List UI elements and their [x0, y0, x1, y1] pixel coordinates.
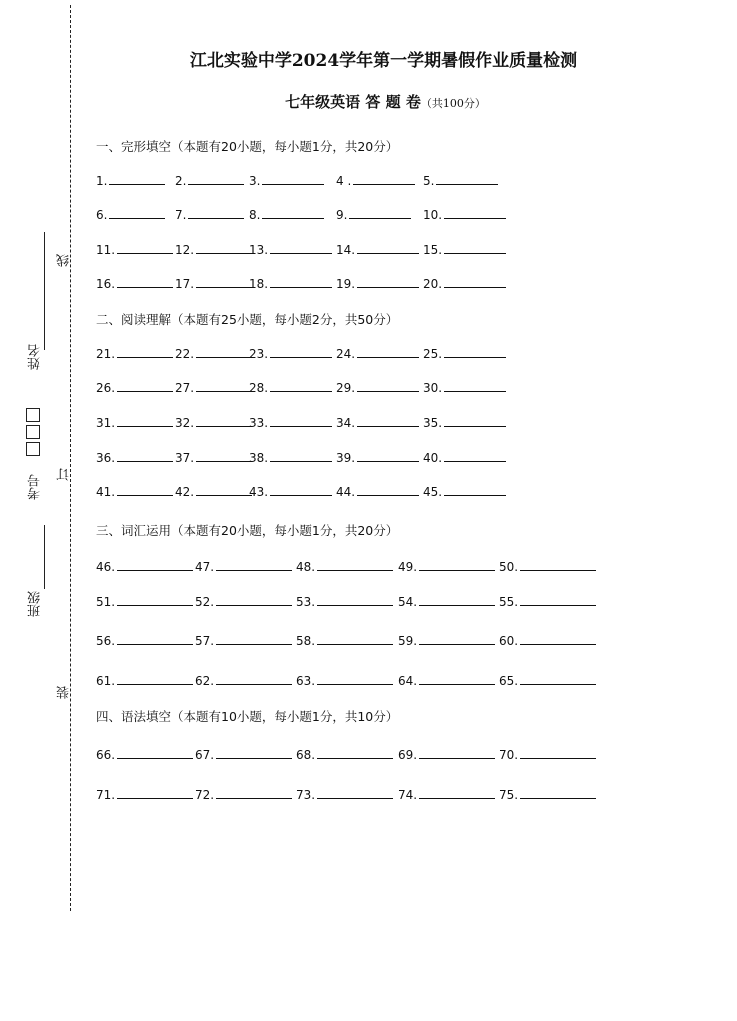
answer-blank[interactable]: [520, 594, 596, 606]
answer-blank[interactable]: [216, 673, 292, 685]
exam-number-box: [26, 442, 40, 456]
answer-item: [249, 207, 324, 222]
question-number: 65.: [499, 674, 519, 688]
question-number: 2.: [175, 174, 187, 188]
answer-blank[interactable]: [444, 450, 506, 462]
answer-blank[interactable]: [419, 594, 495, 606]
question-number: 9.: [336, 208, 348, 222]
question-number: 48.: [296, 560, 316, 574]
answer-item: [336, 484, 419, 499]
question-number: 52.: [195, 595, 215, 609]
answer-item: [96, 559, 193, 574]
question-number: 4 .: [336, 174, 352, 188]
section-heading-cloze: 一、完形填空（本题有20小题，每小题1分，共20分）: [96, 139, 399, 154]
exam-number-box: [26, 408, 40, 422]
answer-item: [499, 559, 596, 574]
question-number: 8.: [249, 208, 261, 222]
answer-blank[interactable]: [419, 787, 495, 799]
answer-blank[interactable]: [196, 380, 252, 392]
answer-blank[interactable]: [419, 633, 495, 645]
section-heading-reading: 二、阅读理解（本题有25小题，每小题2分，共50分）: [96, 312, 399, 327]
answer-blank[interactable]: [436, 173, 498, 185]
question-number: 49.: [398, 560, 418, 574]
question-number: 63.: [296, 674, 316, 688]
answer-blank[interactable]: [196, 484, 252, 496]
answer-blank[interactable]: [317, 633, 393, 645]
question-number: 7.: [175, 208, 187, 222]
answer-blank[interactable]: [357, 242, 419, 254]
question-number: 32.: [175, 416, 195, 430]
question-number: 26.: [96, 381, 116, 395]
answer-item: [96, 276, 173, 291]
answer-row: [96, 594, 616, 610]
question-number: 22.: [175, 347, 195, 361]
section-heading-vocabulary: 三、词汇运用（本题有20小题，每小题1分，共20分）: [96, 523, 399, 538]
answer-item: [336, 173, 415, 188]
exam-number-boxes: [26, 408, 41, 459]
answer-blank[interactable]: [109, 173, 165, 185]
answer-item: [249, 173, 324, 188]
question-number: 64.: [398, 674, 418, 688]
answer-item: [195, 673, 292, 688]
question-number: 38.: [249, 451, 269, 465]
answer-item: [249, 346, 332, 361]
answer-row: [96, 242, 616, 258]
question-number: 68.: [296, 748, 316, 762]
question-number: 20.: [423, 277, 443, 291]
question-number: 5.: [423, 174, 435, 188]
answer-blank[interactable]: [520, 747, 596, 759]
answer-blank[interactable]: [262, 173, 324, 185]
question-number: 43.: [249, 485, 269, 499]
answer-item: [175, 242, 252, 257]
answer-item: [499, 787, 596, 802]
question-number: 50.: [499, 560, 519, 574]
answer-item: [249, 484, 332, 499]
answer-item: [296, 747, 393, 762]
answer-blank[interactable]: [270, 484, 332, 496]
answer-blank[interactable]: [188, 173, 244, 185]
answer-item: [96, 346, 173, 361]
answer-blank[interactable]: [117, 346, 173, 358]
question-number: 73.: [296, 788, 316, 802]
answer-item: [175, 415, 252, 430]
answer-blank[interactable]: [270, 242, 332, 254]
answer-item: [195, 787, 292, 802]
answer-item: [336, 415, 419, 430]
answer-blank[interactable]: [444, 484, 506, 496]
answer-item: [195, 559, 292, 574]
name-label: 姓名: [28, 344, 43, 370]
answer-item: [296, 787, 393, 802]
answer-blank[interactable]: [317, 559, 393, 571]
question-number: 15.: [423, 243, 443, 257]
answer-item: [398, 747, 495, 762]
answer-blank[interactable]: [419, 559, 495, 571]
answer-item: [96, 415, 173, 430]
margin-ding-label: 订: [57, 468, 72, 481]
question-number: 75.: [499, 788, 519, 802]
answer-blank[interactable]: [196, 415, 252, 427]
question-number: 27.: [175, 381, 195, 395]
question-number: 44.: [336, 485, 356, 499]
answer-blank[interactable]: [419, 747, 495, 759]
answer-item: [336, 276, 419, 291]
answer-blank[interactable]: [216, 559, 292, 571]
answer-row: [96, 633, 616, 649]
answer-blank[interactable]: [196, 276, 252, 288]
answer-item: [249, 380, 332, 395]
binding-dashed-line: [70, 5, 71, 911]
answer-item: [336, 380, 419, 395]
question-number: 30.: [423, 381, 443, 395]
answer-item: [296, 559, 393, 574]
answer-blank[interactable]: [520, 633, 596, 645]
question-number: 35.: [423, 416, 443, 430]
answer-row: [96, 415, 616, 431]
answer-row: [96, 787, 616, 803]
answer-blank[interactable]: [444, 207, 506, 219]
answer-item: [249, 415, 332, 430]
answer-blank[interactable]: [117, 484, 173, 496]
answer-item: [175, 173, 244, 188]
question-number: 55.: [499, 595, 519, 609]
answer-blank[interactable]: [419, 673, 495, 685]
question-number: 37.: [175, 451, 195, 465]
answer-item: [96, 484, 173, 499]
answer-item: [499, 747, 596, 762]
question-number: 21.: [96, 347, 116, 361]
answer-item: [249, 242, 332, 257]
question-number: 16.: [96, 277, 116, 291]
answer-blank[interactable]: [117, 559, 193, 571]
answer-item: [423, 242, 506, 257]
answer-item: [175, 484, 252, 499]
answer-blank[interactable]: [357, 380, 419, 392]
answer-item: [296, 594, 393, 609]
question-number: 66.: [96, 748, 116, 762]
answer-row: [96, 673, 616, 689]
answer-row: [96, 450, 616, 466]
answer-item: [195, 633, 292, 648]
question-number: 60.: [499, 634, 519, 648]
question-number: 1.: [96, 174, 108, 188]
answer-blank[interactable]: [117, 673, 193, 685]
answer-item: [398, 787, 495, 802]
answer-item: [175, 207, 244, 222]
page-subtitle: [0, 91, 737, 112]
answer-item: [249, 276, 332, 291]
answer-blank[interactable]: [117, 594, 193, 606]
answer-item: [336, 346, 419, 361]
answer-item: [398, 559, 495, 574]
answer-blank[interactable]: [520, 787, 596, 799]
question-number: 62.: [195, 674, 215, 688]
answer-blank[interactable]: [444, 346, 506, 358]
answer-item: [336, 242, 419, 257]
question-number: 29.: [336, 381, 356, 395]
answer-item: [96, 207, 165, 222]
answer-blank[interactable]: [270, 276, 332, 288]
question-number: 23.: [249, 347, 269, 361]
answer-blank[interactable]: [196, 242, 252, 254]
answer-item: [175, 450, 252, 465]
question-number: 24.: [336, 347, 356, 361]
class-label: 班级: [28, 591, 43, 617]
question-number: 40.: [423, 451, 443, 465]
exam-number-label: 考号: [28, 474, 43, 500]
answer-blank[interactable]: [117, 747, 193, 759]
answer-blank[interactable]: [317, 594, 393, 606]
answer-blank[interactable]: [270, 415, 332, 427]
exam-number-box: [26, 425, 40, 439]
question-number: 14.: [336, 243, 356, 257]
answer-blank[interactable]: [196, 346, 252, 358]
question-number: 33.: [249, 416, 269, 430]
question-number: 36.: [96, 451, 116, 465]
question-number: 67.: [195, 748, 215, 762]
question-number: 46.: [96, 560, 116, 574]
question-number: 61.: [96, 674, 116, 688]
answer-blank[interactable]: [262, 207, 324, 219]
answer-item: [499, 673, 596, 688]
question-number: 41.: [96, 485, 116, 499]
question-number: 34.: [336, 416, 356, 430]
question-number: 13.: [249, 243, 269, 257]
class-underline: [44, 525, 45, 589]
answer-item: [296, 673, 393, 688]
answer-item: [96, 787, 193, 802]
answer-item: [96, 673, 193, 688]
answer-blank[interactable]: [216, 633, 292, 645]
answer-item: [398, 594, 495, 609]
name-underline: [44, 232, 45, 350]
answer-blank[interactable]: [117, 450, 173, 462]
answer-blank[interactable]: [317, 787, 393, 799]
answer-blank[interactable]: [117, 380, 173, 392]
question-number: 53.: [296, 595, 316, 609]
question-number: 3.: [249, 174, 261, 188]
answer-blank[interactable]: [216, 747, 292, 759]
answer-blank[interactable]: [317, 673, 393, 685]
answer-blank[interactable]: [270, 346, 332, 358]
answer-blank[interactable]: [117, 633, 193, 645]
answer-item: [398, 673, 495, 688]
answer-item: [96, 173, 165, 188]
answer-item: [336, 207, 411, 222]
answer-item: [423, 380, 506, 395]
answer-item: [296, 633, 393, 648]
answer-row: [96, 346, 616, 362]
answer-blank[interactable]: [349, 207, 411, 219]
question-number: 42.: [175, 485, 195, 499]
answer-item: [423, 415, 506, 430]
answer-row: [96, 276, 616, 292]
answer-item: [499, 594, 596, 609]
question-number: 18.: [249, 277, 269, 291]
answer-row: [96, 207, 616, 223]
answer-blank[interactable]: [444, 380, 506, 392]
answer-item: [96, 594, 193, 609]
margin-line-label: 线: [57, 254, 72, 267]
answer-blank[interactable]: [357, 346, 419, 358]
answer-blank[interactable]: [188, 207, 244, 219]
answer-row: [96, 559, 616, 575]
question-number: 39.: [336, 451, 356, 465]
answer-item: [175, 346, 252, 361]
section-heading-grammar: 四、语法填空（本题有10小题，每小题1分，共10分）: [96, 709, 399, 724]
question-number: 72.: [195, 788, 215, 802]
answer-item: [195, 594, 292, 609]
answer-item: [499, 633, 596, 648]
answer-item: [423, 173, 498, 188]
answer-row: [96, 380, 616, 396]
answer-item: [398, 633, 495, 648]
question-number: 74.: [398, 788, 418, 802]
answer-blank[interactable]: [117, 415, 173, 427]
answer-item: [96, 633, 193, 648]
question-number: 6.: [96, 208, 108, 222]
answer-blank[interactable]: [196, 450, 252, 462]
answer-item: [423, 207, 506, 222]
answer-item: [423, 484, 506, 499]
answer-blank[interactable]: [117, 276, 173, 288]
answer-blank[interactable]: [109, 207, 165, 219]
answer-blank[interactable]: [444, 242, 506, 254]
page-title: 江北实验中学2024学年第一学期暑假作业质量检测: [189, 51, 578, 71]
answer-blank[interactable]: [357, 415, 419, 427]
question-number: 56.: [96, 634, 116, 648]
question-number: 54.: [398, 595, 418, 609]
answer-row: [96, 173, 616, 189]
answer-blank[interactable]: [270, 450, 332, 462]
question-number: 25.: [423, 347, 443, 361]
answer-blank[interactable]: [520, 673, 596, 685]
answer-item: [96, 242, 173, 257]
answer-item: [249, 450, 332, 465]
answer-item: [423, 450, 506, 465]
question-number: 11.: [96, 243, 116, 257]
question-number: 58.: [296, 634, 316, 648]
answer-item: [195, 747, 292, 762]
answer-row: [96, 747, 616, 763]
question-number: 69.: [398, 748, 418, 762]
answer-blank[interactable]: [216, 787, 292, 799]
question-number: 45.: [423, 485, 443, 499]
question-number: 19.: [336, 277, 356, 291]
answer-blank[interactable]: [357, 276, 419, 288]
question-number: 17.: [175, 277, 195, 291]
question-number: 57.: [195, 634, 215, 648]
subtitle-note: （共100分）: [420, 97, 486, 110]
answer-blank[interactable]: [357, 484, 419, 496]
answer-item: [336, 450, 419, 465]
answer-row: [96, 484, 616, 500]
question-number: 28.: [249, 381, 269, 395]
answer-item: [96, 450, 173, 465]
margin-zhuang-label: 装: [57, 686, 72, 699]
answer-blank[interactable]: [117, 242, 173, 254]
answer-item: [175, 276, 252, 291]
answer-blank[interactable]: [357, 450, 419, 462]
question-number: 10.: [423, 208, 443, 222]
answer-item: [96, 380, 173, 395]
answer-item: [96, 747, 193, 762]
question-number: 31.: [96, 416, 116, 430]
answer-blank[interactable]: [353, 173, 415, 185]
answer-blank[interactable]: [270, 380, 332, 392]
question-number: 47.: [195, 560, 215, 574]
question-number: 12.: [175, 243, 195, 257]
question-number: 51.: [96, 595, 116, 609]
answer-blank[interactable]: [117, 787, 193, 799]
answer-blank[interactable]: [444, 415, 506, 427]
answer-blank[interactable]: [520, 559, 596, 571]
question-number: 71.: [96, 788, 116, 802]
answer-blank[interactable]: [317, 747, 393, 759]
subtitle-main: 七年级英语 答 题 卷: [285, 93, 421, 111]
answer-item: [423, 346, 506, 361]
answer-blank[interactable]: [444, 276, 506, 288]
question-number: 70.: [499, 748, 519, 762]
answer-item: [175, 380, 252, 395]
answer-blank[interactable]: [216, 594, 292, 606]
question-number: 59.: [398, 634, 418, 648]
answer-item: [423, 276, 506, 291]
